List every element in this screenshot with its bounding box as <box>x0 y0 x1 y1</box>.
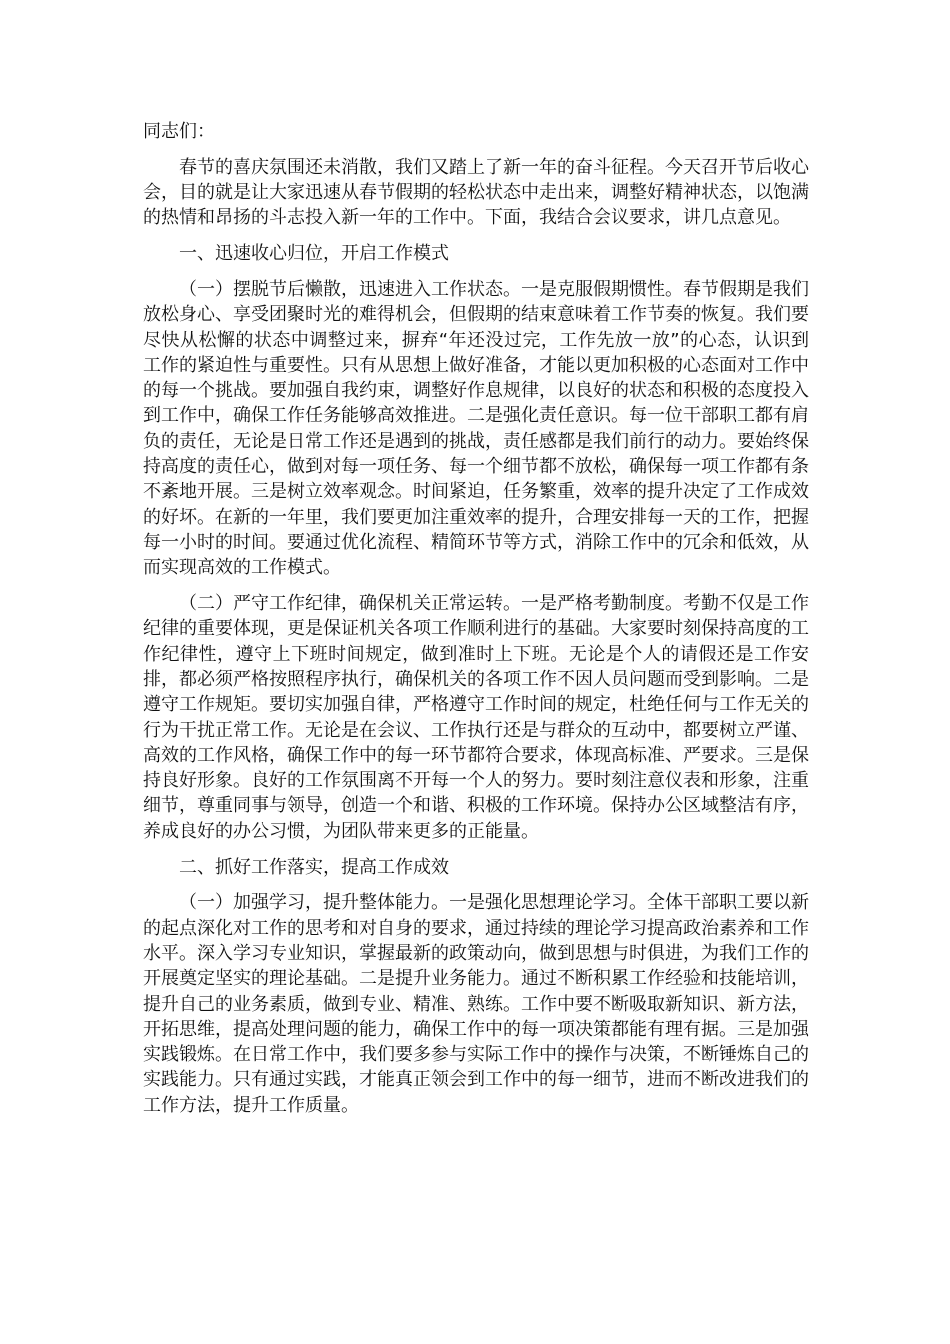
paragraph-1-1: （一）摆脱节后懒散，迅速进入工作状态。一是克服假期惯性。春节假期是我们放松身心、享受团聚时光的难得机会，但假期的结束意味着工作节奏的恢复。我们要尽快从松懈的状态中调整过来，摒弃“年还没过完，工作先放一放”的心态，认识到工作的紧迫性与重要性。只有从思想上做好准备，才能以更加积极的心态面对工作中的每一个挑战。要加强自我约束，调整好作息规律，以良好的状态和积极的态度投入到工作中，确保工作任务能够高效推进。二是强化责任意识。每一位干部职工都有肩负的责任，无论是日常工作还是遇到的挑战，责任感都是我们前行的动力。要始终保持高度的责任心，做到对每一项任务、每一个细节都不放松，确保每一项工作都有条不紊地开展。三是树立效率观念。时间紧迫，任务繁重，效率的提升决定了工作成效的好坏。在新的一年里，我们要更加注重效率的提升，合理安排每一天的工作，把握每一小时的时间。要通过优化流程、精简环节等方式，消除工作中的冗余和低效，从而实现高效的工作模式。 <box>143 278 809 579</box>
paragraph-intro: 春节的喜庆氛围还未消散，我们又踏上了新一年的奋斗征程。今天召开节后收心会，目的就是让大家迅速从春节假期的轻松状态中走出来，调整好精神状态，以饱满的热情和昂扬的斗志投入新一年的工作中。下面，我结合会议要求，讲几点意见。 <box>143 156 809 229</box>
salutation: 同志们： <box>143 121 215 142</box>
paragraph-1-2: （二）严守工作纪律，确保机关正常运转。一是严格考勤制度。考勤不仅是工作纪律的重要体现，更是保证机关各项工作顺利进行的基础。大家要时刻保持高度的工作纪律性，遵守上下班时间规定，做到准时上下班。无论是个人的请假还是工作安排，都必须严格按照程序执行，确保机关的各项工作不因人员问题而受到影响。二是遵守工作规矩。要切实加强自律，严格遵守工作时间的规定，杜绝任何与工作无关的行为干扰正常工作。无论是在会议、工作执行还是与群众的互动中，都要树立严谨、高效的工作风格，确保工作中的每一环节都符合要求，体现高标准、严要求。三是保持良好形象。良好的工作氛围离不开每一个人的努力。要时刻注意仪表和形象，注重细节，尊重同事与领导，创造一个和谐、积极的工作环境。保持办公区域整洁有序，养成良好的办公习惯，为团队带来更多的正能量。 <box>143 593 809 842</box>
document-page <box>143 119 809 1128</box>
section-heading-1: 一、迅速收心归位，开启工作模式 <box>179 243 449 265</box>
paragraph-2-1: （一）加强学习，提升整体能力。一是强化思想理论学习。全体干部职工要以新的起点深化对工作的思考和对自身的要求，通过持续的理论学习提高政治素养和工作水平。深入学习专业知识，掌握最新的政策动向，做到思想与时俱进，为我们工作的开展奠定坚实的理论基础。二是提升业务能力。通过不断积累工作经验和技能培训，提升自己的业务素质，做到专业、精准、熟练。工作中要不断吸取新知识、新方法，开拓思维，提高处理问题的能力，确保工作中的每一项决策都能有理有据。三是加强实践锻炼。在日常工作中，我们要多参与实际工作中的操作与决策，不断锤炼自己的实践能力。只有通过实践，才能真正领会到工作中的每一细节，进而不断改进我们的工作方法，提升工作质量。 <box>143 892 809 1116</box>
section-heading-2: 二、抓好工作落实，提高工作成效 <box>179 856 449 878</box>
